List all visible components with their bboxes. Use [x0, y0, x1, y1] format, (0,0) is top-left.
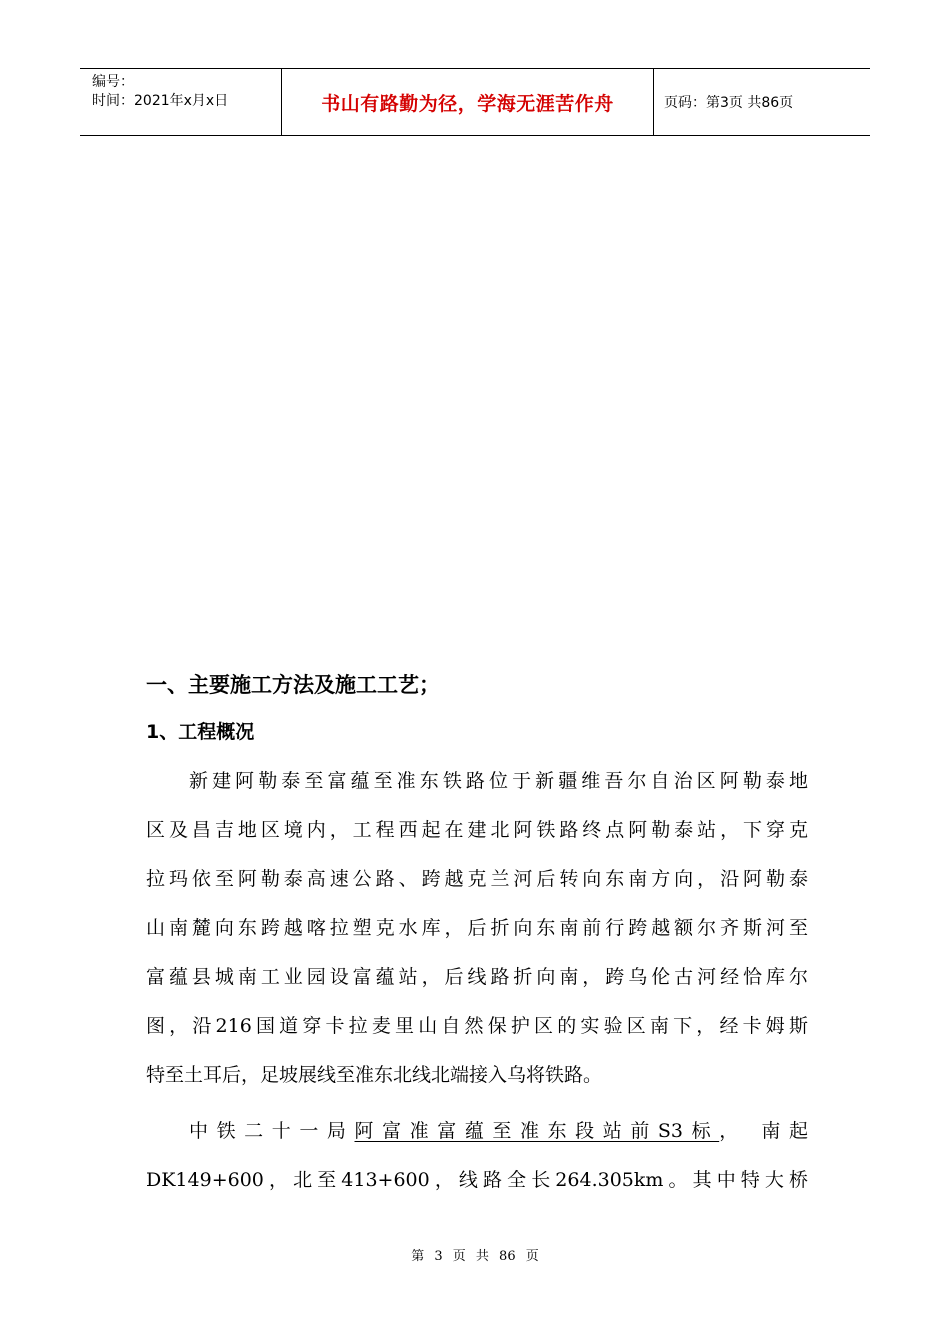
- paragraph-line: 特至土耳后，足坡展线至准东北线北端接入乌将铁路。: [146, 1064, 603, 1086]
- header-motto: 书山有路勤为径，学海无涯苦作舟: [282, 69, 654, 135]
- paragraph-line: 山南麓向东跨越喀拉塑克水库，后折向东南前行跨越额尔齐斯河至: [146, 917, 808, 939]
- paragraph-line: 图，沿216国道穿卡拉麦里山自然保护区的实验区南下，经卡姆斯: [146, 1015, 808, 1037]
- paragraph-line: 新建阿勒泰至富蕴至准东铁路位于新疆维吾尔自治区阿勒泰地: [189, 770, 808, 792]
- section-title: 一、主要施工方法及施工工艺；: [146, 673, 440, 697]
- line-suffix: ， 南起: [719, 1120, 808, 1142]
- paragraph-project-overview: [146, 757, 808, 1100]
- header-page-info: 页码：第3页 共86页: [664, 95, 794, 111]
- paragraph-line: DK149+600，北至413+600，线路全长264.305km。其中特大桥: [146, 1169, 808, 1191]
- page-footer: 第 3 页 共 86 页: [411, 1249, 539, 1264]
- document-number-label: 编号：: [92, 74, 134, 90]
- paragraph-line: 区及昌吉地区境内，工程西起在建北阿铁路终点阿勒泰站，下穿克: [146, 819, 808, 841]
- section-subtitle: 1、工程概况: [146, 721, 255, 743]
- paragraph-line: [146, 1107, 808, 1156]
- contract-section-name: 阿富准富蕴至准东段站前S3标: [354, 1120, 720, 1142]
- header-meta: [80, 69, 282, 135]
- paragraph-line: 拉玛依至阿勒泰高速公路、跨越克兰河后转向东南方向，沿阿勒泰: [146, 868, 808, 890]
- paragraph-contract-section: [146, 1107, 808, 1205]
- paragraph-line: 富蕴县城南工业园设富蕴站，后线路折向南，跨乌伦古河经恰库尔: [146, 966, 808, 988]
- document-date: 时间：2021年x月x日: [92, 93, 229, 109]
- contractor-name: 中铁二十一局: [189, 1120, 355, 1142]
- document-header: [80, 68, 870, 136]
